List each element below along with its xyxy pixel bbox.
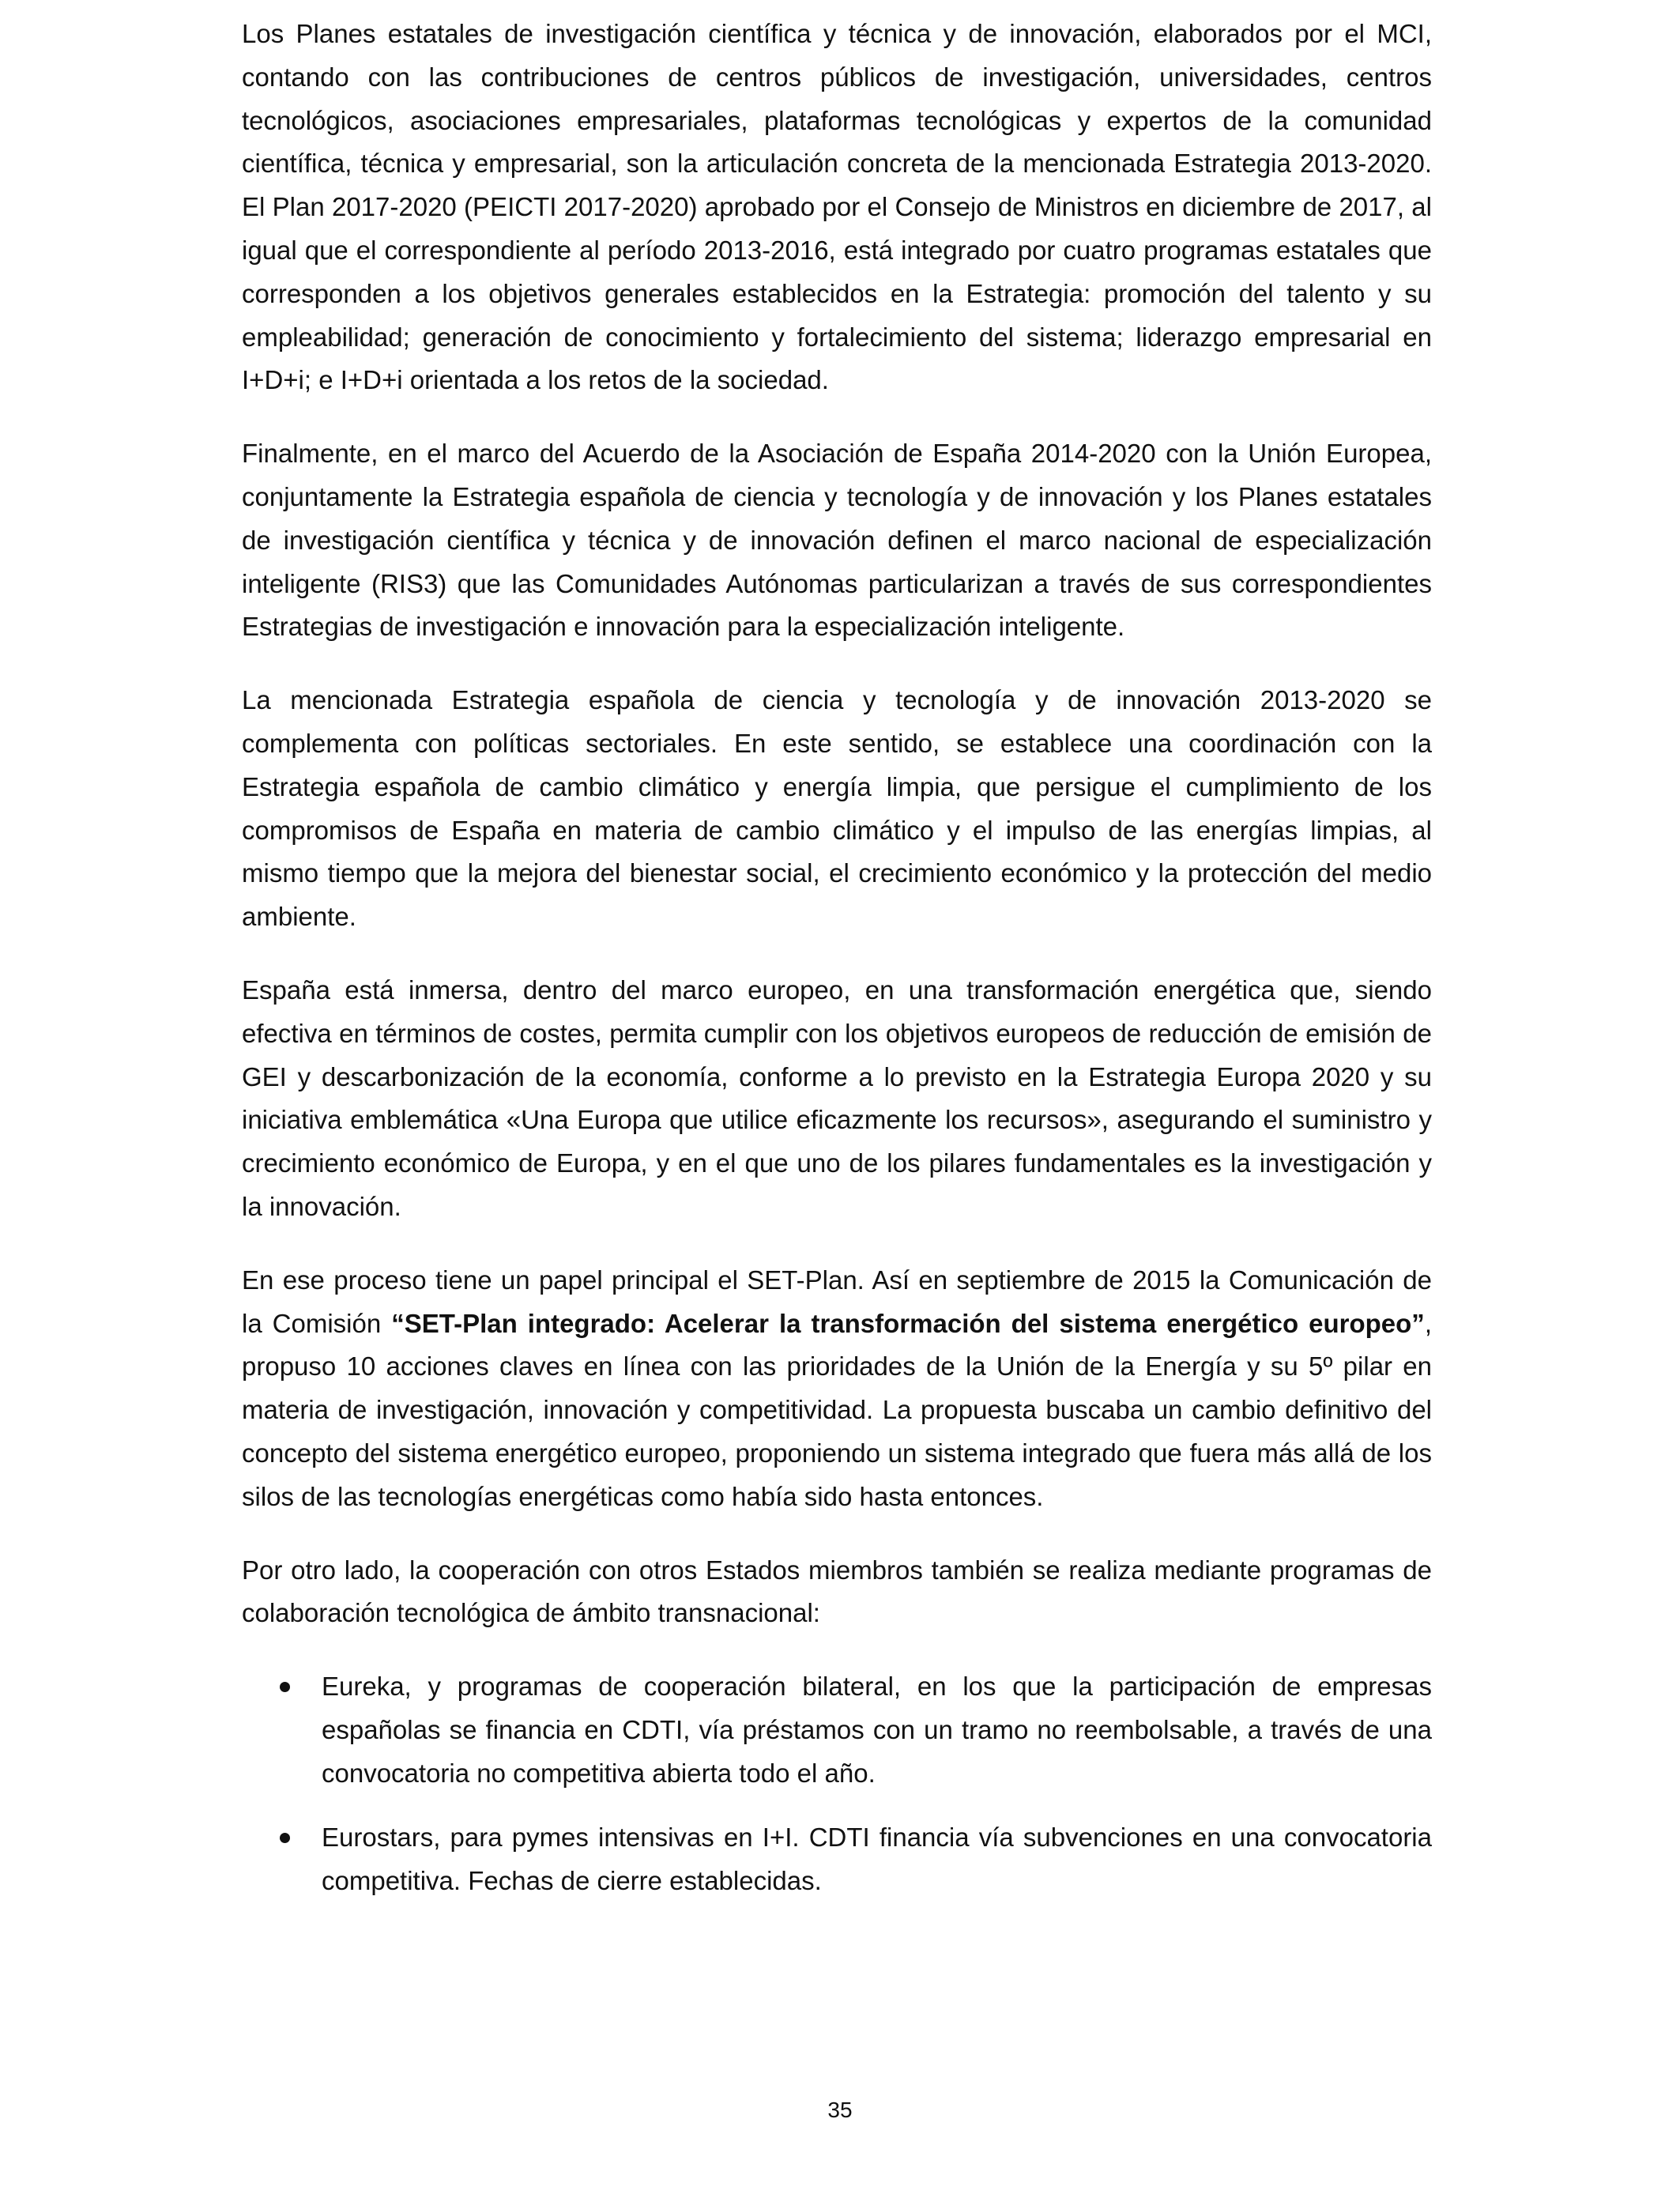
paragraph-set-plan (242, 1259, 1432, 1519)
set-plan-bold-title: “SET-Plan integrado: Acelerar la transformación del sistema energético europeo” (391, 1308, 1425, 1338)
page-number: 35 (827, 2098, 853, 2122)
bullet-icon (280, 1833, 290, 1843)
set-plan-text-before: En ese proceso tiene un papel principal el SET-Plan. Así en septiembre de 2015 la Comunicación de la Comisión (242, 1265, 1432, 1338)
paragraph-transformacion-energetica: España está inmersa, dentro del marco europeo, en una transformación energética que, siendo efectiva en términos de costes, permita cumplir con los objetivos europeos de reducción de emisión de GEI y descarbonización de la economía, conforme a lo previsto en la Estrategia Europa 2020 y su iniciativa emblemática «Una Europa que utilice eficazmente los recursos», asegurando el suministro y crecimiento económico de Europa, y en el que uno de los pilares fundamentales es la investigación y la innovación. (242, 974, 1432, 1221)
document-body (242, 13, 1432, 1924)
bullet-icon (280, 1682, 290, 1692)
list-item-eureka (242, 1665, 1432, 1795)
paragraph-estrategia-sectorial: La mencionada Estrategia española de ciencia y tecnología y de innovación 2013-2020 se complementa con políticas sectoriales. En este sentido, se establece una coordinación con la Estrategia española de cambio climático y energía limpia, que persigue el cumplimiento de los compromisos de España en materia de cambio climático y el impulso de las energías limpias, al mismo tiempo que la mejora del bienestar social, el crecimiento económico y la protección del medio ambiente. (242, 685, 1432, 932)
paragraph-acuerdo-asociacion: Finalmente, en el marco del Acuerdo de la Asociación de España 2014-2020 con la Unión Europea, conjuntamente la Estrategia española de ciencia y tecnología y de innovación y los Planes estatales de investigación científica y técnica y de innovación definen el marco nacional de especialización inteligente (RIS3) que las Comunidades Autónomas particularizan a través de sus correspondientes Estrategias de investigación e innovación para la especialización inteligente. (242, 439, 1432, 642)
list-item-text: Eureka, y programas de cooperación bilateral, en los que la participación de empresas españolas se financia en CDTI, vía préstamos con un tramo no reembolsable, a través de una convocatoria no competitiva abierta todo el año. (322, 1672, 1432, 1788)
set-plan-text-after: , propuso 10 acciones claves en línea con las prioridades de la Unión de la Energía y su 5º pilar en materia de investigación, innovación y competitividad. La propuesta buscaba un cambio definitivo del concepto del sistema energético europeo, proponiendo un sistema integrado que fuera más allá de los silos de las tecnologías energéticas como había sido hasta entonces. (242, 1308, 1432, 1511)
cooperation-programs-list (242, 1665, 1432, 1903)
list-item-eurostars (242, 1816, 1432, 1903)
paragraph-planes-estatales: Los Planes estatales de investigación científica y técnica y de innovación, elaborados por el MCI, contando con las contribuciones de centros públicos de investigación, universidades, centros tecnológicos, asociaciones empresariales, plataformas tecnológicas y expertos de la comunidad científica, técnica y empresarial, son la articulación concreta de la mencionada Estrategia 2013-2020. El Plan 2017-2020 (PEICTI 2017-2020) aprobado por el Consejo de Ministros en diciembre de 2017, al igual que el correspondiente al período 2013-2016, está integrado por cuatro programas estatales que corresponden a los objetivos generales establecidos en la Estrategia: promoción del talento y su empleabilidad; generación de conocimiento y fortalecimiento del sistema; liderazgo empresarial en I+D+i; e I+D+i orientada a los retos de la sociedad. (242, 19, 1432, 395)
list-item-text: Eurostars, para pymes intensivas en I+I. CDTI financia vía subvenciones en una convocatoria competitiva. Fechas de cierre establecidas. (322, 1823, 1432, 1896)
paragraph-cooperation-intro: Por otro lado, la cooperación con otros Estados miembros también se realiza mediante programas de colaboración tecnológica de ámbito transnacional: (242, 1555, 1432, 1628)
